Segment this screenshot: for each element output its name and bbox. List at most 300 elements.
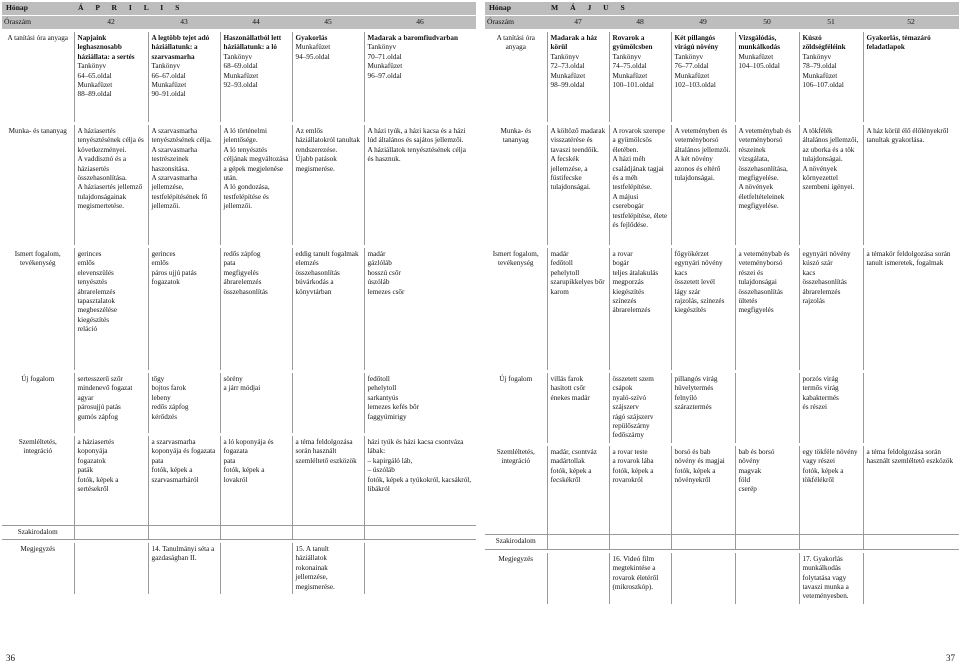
schedule-cell bbox=[547, 373, 609, 443]
schedule-cell bbox=[148, 436, 220, 525]
cell-line: megfigyelés bbox=[223, 268, 259, 277]
row-illustration bbox=[485, 446, 959, 535]
schedule-cell bbox=[609, 535, 671, 549]
hour-label: Óraszám bbox=[2, 16, 74, 30]
cell-line: összetett szem bbox=[612, 375, 654, 383]
cell-line: agyar bbox=[77, 393, 94, 402]
cell-line: redős zápfog bbox=[223, 250, 261, 258]
row-label: Szakirodalom bbox=[2, 525, 74, 539]
schedule-cell bbox=[148, 32, 220, 122]
cell-line: ábrarelemzés bbox=[223, 278, 262, 287]
schedule-cell bbox=[799, 373, 863, 443]
cell-line: a járr módjai bbox=[223, 384, 261, 393]
cell-line: – úszóláb bbox=[367, 466, 395, 475]
cell-line: lágy szár bbox=[674, 287, 701, 296]
cell-line: Madarak a ház körül bbox=[550, 34, 598, 52]
schedule-cell bbox=[609, 125, 671, 245]
cell-line: Gyakorlás bbox=[295, 34, 328, 42]
schedule-cell bbox=[74, 32, 148, 122]
cell-line: a téma feldolgozása során használt szemléltető eszközök bbox=[866, 447, 954, 466]
row-known-concepts bbox=[2, 248, 476, 370]
row-label: Szakirodalom bbox=[485, 535, 547, 549]
schedule-cell bbox=[364, 125, 476, 245]
cell-line: kacs bbox=[674, 268, 688, 277]
cell-line: összehasonlítás bbox=[295, 268, 340, 277]
schedule-cell bbox=[74, 543, 148, 594]
cell-line: 104–105.oldal bbox=[738, 62, 780, 71]
row-label: Új fogalom bbox=[499, 375, 533, 383]
row-label: Megjegyzés bbox=[20, 544, 56, 553]
cell-line: kacs bbox=[802, 268, 816, 277]
cell-line: Munkafüzet bbox=[612, 71, 648, 80]
cell-line: ültetés bbox=[738, 297, 758, 306]
schedule-cell bbox=[547, 32, 609, 122]
row-lesson-material bbox=[2, 32, 476, 122]
row-new-concepts bbox=[2, 373, 476, 433]
month-label: Hónap bbox=[2, 2, 74, 16]
cell-line: 92–93.oldal bbox=[223, 81, 258, 90]
schedule-cell bbox=[220, 543, 292, 594]
schedule-cell bbox=[671, 553, 735, 604]
schedule-cell bbox=[148, 543, 220, 594]
cell-line: a háziasertés koponyája bbox=[77, 438, 115, 456]
row-label: A tanítási óra anyaga bbox=[496, 34, 535, 52]
cell-line: 68–69.oldal bbox=[223, 62, 258, 71]
row-label: Ismert fogalom, tevékenység bbox=[492, 250, 539, 268]
cell-line: főgyökérzet bbox=[674, 250, 709, 258]
cell-line: Napjaink leghasznosabb háziállata: a sertés bbox=[77, 34, 135, 61]
cell-line: a szarvasmarha koponyája és fogazata bbox=[151, 438, 216, 456]
cell-line: A házi tyúk, a házi kacsa és a házi lúd általános és sajátos jellemzői. bbox=[367, 127, 466, 145]
cell-line: tenyésztés bbox=[77, 278, 108, 287]
cell-line: A szarvasmarha testrészeinek haszonsítása. bbox=[151, 145, 198, 173]
cell-line: lemezes csőr bbox=[367, 287, 405, 296]
cell-line: hasított csőr bbox=[550, 384, 586, 393]
week-number: 42 bbox=[74, 16, 148, 30]
cell-line: 102–103.oldal bbox=[674, 81, 716, 90]
schedule-cell bbox=[671, 535, 735, 549]
schedule-cell bbox=[220, 32, 292, 122]
schedule-cell bbox=[863, 446, 959, 535]
cell-line: Tankönyv bbox=[367, 43, 397, 52]
schedule-cell bbox=[735, 32, 799, 122]
cell-line: A fecskék jellemzése, a füstifecske tulajdonságai. bbox=[550, 155, 591, 192]
cell-line: A háziállatok tenyésztésének célja és hasznuk. bbox=[367, 145, 466, 164]
schedule-cell bbox=[148, 525, 220, 539]
row-work-material bbox=[485, 125, 959, 245]
cell-line: megporzás bbox=[612, 278, 644, 287]
schedule-cell bbox=[74, 373, 148, 433]
schedule-cell bbox=[863, 125, 959, 245]
cell-line: 17. Gyakorlás munkálkodás folytatása vagy tavaszi munka a veteményesben. bbox=[802, 554, 849, 601]
schedule-cell bbox=[609, 373, 671, 443]
schedule-cell bbox=[863, 535, 959, 549]
cell-line: a ló koponyája és fogazata bbox=[223, 438, 274, 456]
week-number: 44 bbox=[220, 16, 292, 30]
cell-line: faggyúmirigy bbox=[367, 412, 407, 421]
cell-line: A háziasertés tenyésztésének célja és következményei. bbox=[77, 127, 144, 154]
cell-line: A szarvasmarha jellemzése, testfelépítésének fő jellemzői. bbox=[151, 174, 208, 211]
cell-line: párosujjú patás bbox=[77, 403, 121, 412]
cell-line: egy tökféle növény vagy részei bbox=[802, 447, 858, 466]
left-page bbox=[2, 2, 476, 594]
cell-line: A tökfélék általános jellemzői, az uborka és a tök tulajdonságai. bbox=[802, 127, 859, 164]
schedule-cell bbox=[148, 248, 220, 370]
cell-line: összehasonlítás bbox=[223, 287, 268, 296]
month-header-row bbox=[485, 2, 959, 16]
schedule-cell bbox=[609, 248, 671, 370]
cell-line: 64–65.oldal bbox=[77, 71, 112, 80]
row-label: Új fogalom bbox=[21, 375, 55, 383]
cell-line: 78–79.oldal bbox=[802, 62, 837, 71]
cell-line: kabaktermés bbox=[802, 393, 839, 402]
schedule-cell bbox=[547, 125, 609, 245]
cell-line: gumós zápfog bbox=[77, 412, 119, 421]
cell-line: 96–97.oldal bbox=[367, 71, 402, 80]
cell-line: 88–89.oldal bbox=[77, 90, 112, 99]
schedule-cell bbox=[292, 543, 364, 594]
cell-line: a rovar bbox=[612, 250, 633, 258]
schedule-cell bbox=[292, 248, 364, 370]
cell-line: felnyíló száraztermés bbox=[674, 393, 712, 412]
cell-line: fogazatok bbox=[77, 456, 106, 465]
row-literature bbox=[2, 525, 476, 539]
cell-line: borsó és bab növény és magjai bbox=[674, 447, 725, 466]
cell-line: ábrarelemzés bbox=[802, 287, 841, 296]
cell-line: a rovar teste bbox=[612, 447, 648, 456]
cell-line: 100–101.oldal bbox=[612, 81, 654, 90]
cell-line: Munkafüzet bbox=[223, 71, 259, 80]
schedule-table bbox=[485, 2, 959, 604]
cell-line: Vizsgálódás, munkálkodás bbox=[738, 34, 781, 52]
cell-line: Két pillangós virágú növény bbox=[674, 34, 719, 52]
cell-line: házi tyúk és házi kacsa csontváza bbox=[367, 438, 464, 446]
cell-line: madártollak bbox=[550, 457, 585, 466]
cell-line: föld bbox=[738, 476, 751, 485]
schedule-cell bbox=[671, 373, 735, 443]
cell-line: A ház körül élő élőlényekről tanultak gyakorlása. bbox=[866, 127, 949, 145]
cell-line: lemezes kefés bőr bbox=[367, 403, 419, 412]
schedule-cell bbox=[799, 446, 863, 535]
cell-line: Tankönyv bbox=[612, 52, 642, 61]
cell-line: rágó szájszerv bbox=[612, 412, 654, 421]
cell-line: szarupikkelyes bőr bbox=[550, 278, 605, 287]
row-label: Ismert fogalom, tevékenység bbox=[14, 250, 61, 268]
cell-line: fotók, képek a fecskékről bbox=[550, 466, 592, 485]
cell-line: emlős bbox=[151, 259, 169, 268]
schedule-cell bbox=[609, 32, 671, 122]
month-label: Hónap bbox=[485, 2, 547, 16]
schedule-cell bbox=[220, 436, 292, 525]
week-number: 45 bbox=[292, 16, 364, 30]
row-remarks bbox=[485, 553, 959, 604]
row-known-concepts bbox=[485, 248, 959, 370]
schedule-cell bbox=[292, 373, 364, 433]
week-number: 50 bbox=[735, 16, 799, 30]
row-label: Szemléltetés, integráció bbox=[496, 447, 535, 466]
schedule-table bbox=[2, 2, 476, 594]
cell-line: A veteményben és veteményborsó általános jellemzői. bbox=[674, 127, 731, 154]
schedule-cell bbox=[735, 553, 799, 604]
schedule-cell bbox=[292, 436, 364, 525]
week-number: 47 bbox=[547, 16, 609, 30]
cell-line: kiegészítés bbox=[674, 306, 707, 315]
cell-line: Madarak a baromfiudvarban bbox=[367, 34, 459, 42]
cell-line: és részei bbox=[802, 403, 828, 412]
schedule-cell bbox=[74, 248, 148, 370]
cell-line: Gyakorlás, témazáró feladatlapok bbox=[866, 34, 931, 52]
week-number: 43 bbox=[148, 16, 220, 30]
cell-line: tapasztalatok megbeszélése bbox=[77, 297, 118, 315]
cell-line: a rovarok lába bbox=[612, 457, 654, 466]
schedule-cell bbox=[799, 553, 863, 604]
cell-line: csápok bbox=[612, 384, 633, 393]
cell-line: redős zápfog bbox=[151, 403, 189, 412]
schedule-cell bbox=[220, 125, 292, 245]
month-name: Á P R I L I S bbox=[74, 2, 476, 16]
schedule-cell bbox=[292, 125, 364, 245]
schedule-cell bbox=[735, 373, 799, 443]
cell-line: gerinces bbox=[77, 250, 102, 258]
cell-line: cserép bbox=[738, 485, 757, 494]
month-header-row bbox=[2, 2, 476, 16]
cell-line: fotók, képek a sertésekről bbox=[77, 475, 119, 494]
page-number-right: 37 bbox=[946, 653, 955, 663]
cell-line: Munkafüzet bbox=[674, 71, 710, 80]
schedule-cell bbox=[609, 553, 671, 604]
schedule-cell bbox=[74, 436, 148, 525]
cell-line: pata bbox=[223, 259, 236, 268]
cell-line: egynyári növény bbox=[674, 259, 723, 268]
cell-line: 70–71.oldal bbox=[367, 52, 402, 61]
month-name: M Á J U S bbox=[547, 2, 959, 16]
cell-line: a téma feldolgozása során használt szemléltető eszközök bbox=[295, 438, 357, 465]
week-number: 48 bbox=[609, 16, 671, 30]
cell-line: A májusi cserebogár testfelépítése, élete és fejlődése. bbox=[612, 192, 668, 230]
cell-line: A legtöbb tejet adó háziállatunk: a szarvasmarha bbox=[151, 34, 210, 61]
cell-line: elevenszülés bbox=[77, 268, 114, 277]
cell-line: repülőszárny bbox=[612, 422, 650, 431]
schedule-cell bbox=[609, 446, 671, 535]
cell-line: páros ujjú patás bbox=[151, 268, 197, 277]
cell-line: Munkafüzet bbox=[367, 62, 403, 71]
cell-line: 90–91.oldal bbox=[151, 90, 186, 99]
cell-line: madár, csontváz bbox=[550, 447, 597, 456]
cell-line: magvak bbox=[738, 466, 762, 475]
week-number: 51 bbox=[799, 16, 863, 30]
schedule-cell bbox=[292, 525, 364, 539]
right-page bbox=[485, 2, 959, 604]
cell-line: pillangós virág bbox=[674, 375, 718, 383]
schedule-cell bbox=[74, 525, 148, 539]
cell-line: sertesszerű szőr bbox=[77, 375, 123, 383]
cell-line: nyaló-szívó szájszerv bbox=[612, 393, 647, 412]
cell-line: eddig tanult fogalmak bbox=[295, 250, 359, 258]
hour-number-row bbox=[2, 16, 476, 30]
schedule-cell bbox=[735, 535, 799, 549]
cell-line: termős virág bbox=[802, 384, 839, 393]
cell-line: bojtos farok bbox=[151, 384, 187, 393]
row-remarks bbox=[2, 543, 476, 594]
cell-line: A szarvasmarha tenyésztésének célja. bbox=[151, 127, 212, 145]
cell-line: reláció bbox=[77, 325, 98, 334]
week-number: 46 bbox=[364, 16, 476, 30]
schedule-cell bbox=[364, 543, 476, 594]
schedule-cell bbox=[547, 553, 609, 604]
cell-line: 15. A tanult háziállatok rokonainak jellemzése, megismerése. bbox=[295, 544, 335, 591]
cell-line: A háziasertés jellemző tulajdonságainak megismertetése. bbox=[77, 183, 143, 211]
cell-line: megfigyelés bbox=[738, 306, 774, 315]
schedule-cell bbox=[74, 125, 148, 245]
cell-line: fotók, képek a rovarokról bbox=[612, 466, 654, 485]
schedule-cell bbox=[863, 32, 959, 122]
cell-line: rajzolás bbox=[802, 297, 825, 306]
cell-line: énekes madár bbox=[550, 393, 590, 402]
schedule-cell bbox=[863, 248, 959, 370]
cell-line: A veteménybab és veteményborsó részeinek vizsgálata, összehasonlítása, megfigyelése. bbox=[738, 127, 792, 183]
schedule-cell bbox=[547, 446, 609, 535]
cell-line: 72–73.oldal bbox=[550, 62, 585, 71]
schedule-cell bbox=[671, 125, 735, 245]
schedule-cell bbox=[364, 436, 476, 525]
cell-line: lábak: bbox=[367, 447, 386, 456]
cell-line: sörény bbox=[223, 375, 243, 383]
cell-line: 76–77.oldal bbox=[674, 62, 709, 71]
cell-line: kúszó szár bbox=[802, 259, 833, 268]
cell-line: Az emlős háziállatokról tanultak rendszerezése. bbox=[295, 127, 360, 154]
schedule-cell bbox=[671, 248, 735, 370]
cell-line: Munkafüzet bbox=[802, 71, 838, 80]
cell-line: paták bbox=[77, 466, 94, 475]
cell-line: pata bbox=[151, 456, 164, 465]
cell-line: A ló tenyésztés céljának megváltozása a gépek megjelenése után. bbox=[223, 145, 289, 183]
cell-line: gázlóláb bbox=[367, 259, 392, 268]
cell-line: Munkafüzet bbox=[77, 81, 113, 90]
schedule-cell bbox=[735, 248, 799, 370]
row-new-concepts bbox=[485, 373, 959, 443]
cell-line: sarkantyús bbox=[367, 393, 399, 402]
cell-line: kiegészítés bbox=[612, 287, 645, 296]
schedule-cell bbox=[364, 248, 476, 370]
cell-line: bab és borsó növény bbox=[738, 447, 775, 466]
cell-line: összehasonlítás bbox=[738, 287, 783, 296]
cell-line: ábrarelemzés bbox=[77, 287, 116, 296]
cell-line: 74–75.oldal bbox=[612, 62, 647, 71]
cell-line: Tankönyv bbox=[674, 52, 704, 61]
cell-line: fogazatok bbox=[151, 278, 180, 287]
row-label: Szemléltetés, integráció bbox=[18, 438, 57, 456]
cell-line: összetett levél bbox=[674, 278, 716, 287]
schedule-cell bbox=[148, 125, 220, 245]
cell-line: kiegészítés bbox=[77, 315, 110, 324]
schedule-cell bbox=[220, 248, 292, 370]
cell-line: rajzolás, színezés bbox=[674, 297, 725, 306]
cell-line: madár bbox=[550, 250, 569, 258]
cell-line: hüvelytermés bbox=[674, 384, 714, 393]
cell-line: a témakör feldolgozása során tanult ismeretek, fogalmak bbox=[866, 250, 951, 268]
cell-line: lebeny bbox=[151, 393, 171, 402]
week-number: 49 bbox=[671, 16, 735, 30]
schedule-cell bbox=[735, 125, 799, 245]
cell-line: úszóláb bbox=[367, 278, 390, 287]
row-work-material bbox=[2, 125, 476, 245]
schedule-cell bbox=[799, 125, 863, 245]
cell-line: – kapirgáló láb, bbox=[367, 456, 413, 465]
cell-line: A házi méh családjának tagjai és a méh testfelépítése. bbox=[612, 155, 664, 192]
week-number: 52 bbox=[863, 16, 959, 30]
cell-line: madár bbox=[367, 250, 386, 258]
cell-line: tőgy bbox=[151, 375, 165, 383]
schedule-cell bbox=[799, 32, 863, 122]
cell-line: bogár bbox=[612, 259, 629, 268]
cell-line: Munkafüzet bbox=[738, 52, 774, 61]
cell-line: Tankönyv bbox=[802, 52, 832, 61]
schedule-cell bbox=[863, 373, 959, 443]
cell-line: Kúszó zöldségféléink bbox=[802, 34, 846, 52]
schedule-cell bbox=[671, 446, 735, 535]
cell-line: mindenevő fogazat bbox=[77, 384, 133, 393]
cell-line: A két növény azonos és eltérő tulajdonságai. bbox=[674, 155, 721, 183]
cell-line: A költöző madarak visszatérése és tavaszi teendőik. bbox=[550, 127, 606, 154]
cell-line: villás farok bbox=[550, 375, 584, 383]
cell-line: A növények életfeltételeinek megfigyelése. bbox=[738, 183, 785, 211]
cell-line: 98–99.oldal bbox=[550, 81, 585, 90]
cell-line: Újabb patások megismerése. bbox=[295, 155, 337, 173]
cell-line: karom bbox=[550, 287, 569, 296]
schedule-cell bbox=[735, 446, 799, 535]
cell-line: Munkafüzet bbox=[550, 71, 586, 80]
row-label: Megjegyzés bbox=[498, 554, 534, 563]
cell-line: elemzés bbox=[295, 259, 319, 268]
cell-line: porzós virág bbox=[802, 375, 839, 383]
cell-line: pehelytoll bbox=[367, 384, 397, 393]
page-number-left: 36 bbox=[6, 653, 15, 663]
cell-line: fotók, képek a lovakról bbox=[223, 466, 265, 484]
schedule-cell bbox=[148, 373, 220, 433]
schedule-cell bbox=[220, 525, 292, 539]
schedule-cell bbox=[799, 535, 863, 549]
cell-line: fedőszárny bbox=[612, 431, 645, 440]
schedule-cell bbox=[292, 32, 364, 122]
row-literature bbox=[485, 535, 959, 549]
cell-line: Tankönyv bbox=[151, 62, 181, 71]
schedule-cell bbox=[547, 248, 609, 370]
cell-line: a veteménybab és veteményborsó részei és tulajdonságai bbox=[738, 250, 790, 287]
cell-line: fotók, képek a növényekről bbox=[674, 466, 716, 485]
schedule-cell bbox=[220, 373, 292, 433]
cell-line: Tankönyv bbox=[77, 62, 107, 71]
cell-line: Haszonállatból lett háziállatunk: a ló bbox=[223, 34, 282, 52]
schedule-cell bbox=[364, 525, 476, 539]
cell-line: egynyári növény bbox=[802, 250, 851, 258]
cell-line: fotók, képek a tökfélékről bbox=[802, 466, 844, 485]
cell-line: A ló történelmi jelentősége. bbox=[223, 127, 268, 145]
cell-line: Tankönyv bbox=[550, 52, 580, 61]
cell-line: színezés bbox=[612, 297, 637, 306]
cell-line: pehelytoll bbox=[550, 268, 580, 277]
hour-number-row bbox=[485, 16, 959, 30]
row-label: Munka- és tananyag bbox=[8, 127, 67, 135]
schedule-cell bbox=[671, 32, 735, 122]
schedule-cell bbox=[863, 553, 959, 604]
cell-line: Tankönyv bbox=[223, 52, 253, 61]
cell-line: emlős bbox=[77, 259, 95, 268]
cell-line: Munkafüzet bbox=[295, 43, 331, 52]
schedule-cell bbox=[364, 373, 476, 433]
cell-line: összehasonlítás bbox=[802, 278, 847, 287]
cell-line: fotók, képek a tyúkokról, kacsákról, libákról bbox=[367, 475, 472, 494]
cell-line: 94–95.oldal bbox=[295, 52, 330, 61]
